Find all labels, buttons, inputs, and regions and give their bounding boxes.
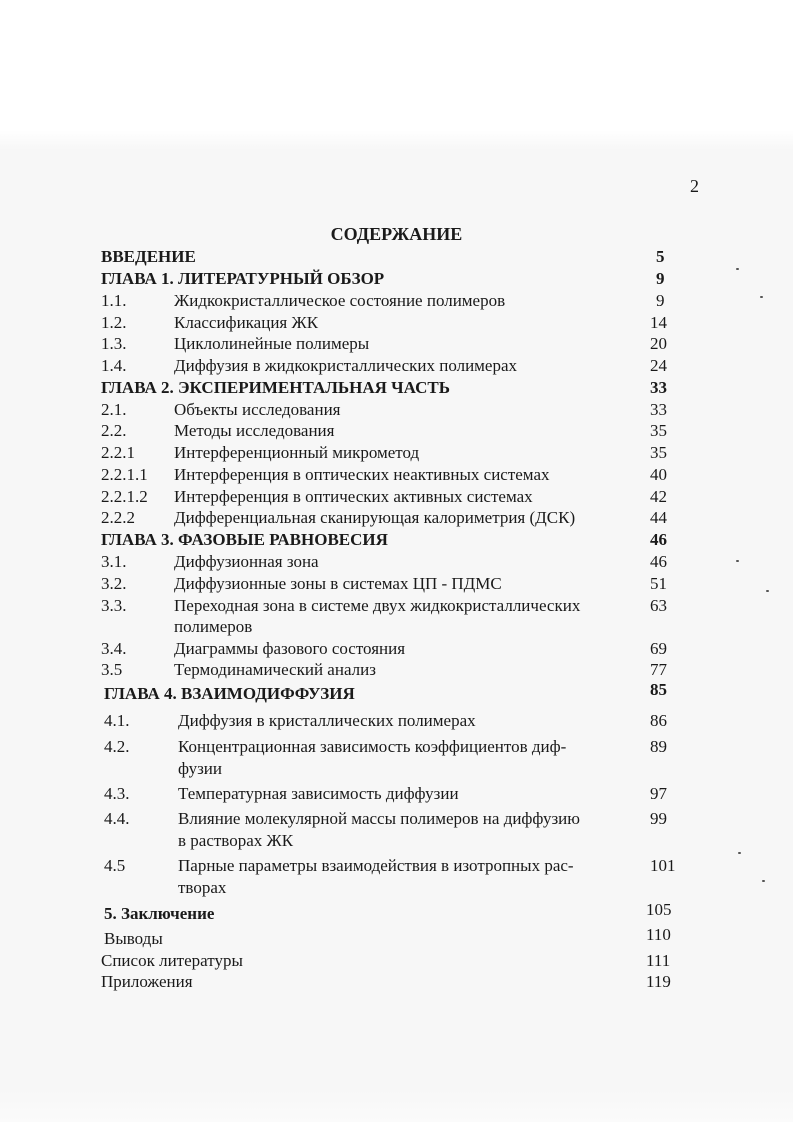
toc-entry-text: 5. Заключение <box>104 904 215 923</box>
toc-entry-number: 1.2. <box>101 313 127 332</box>
toc-entry-page: 105 <box>646 900 672 919</box>
scan-speck <box>738 852 741 854</box>
toc-entry-page: 119 <box>646 972 671 991</box>
toc-entry-page: 99 <box>650 809 667 828</box>
toc-entry-page: 51 <box>650 574 667 593</box>
toc-entry-page: 110 <box>646 925 671 944</box>
toc-entry-text-continued: полимеров <box>174 617 253 636</box>
toc-entry-text: Интерференционный микрометод <box>174 443 420 462</box>
toc-entry-number: 1.3. <box>101 334 127 353</box>
toc-entry-page: 20 <box>650 334 667 353</box>
toc-entry-page: 89 <box>650 737 667 756</box>
toc-entry-page: 97 <box>650 784 667 803</box>
toc-entry-text: Приложения <box>101 972 193 991</box>
toc-entry-number: 1.1. <box>101 291 127 310</box>
toc-entry <box>104 808 674 852</box>
toc-entry-number: 4.4. <box>104 809 130 828</box>
toc-entry-text: Методы исследования <box>174 421 335 440</box>
toc-entry-text-continued: в растворах ЖК <box>178 831 294 850</box>
scan-speck <box>736 560 739 562</box>
toc-entry-text: ВВЕДЕНИЕ <box>101 247 196 266</box>
toc-entry-number: 4.5 <box>104 856 126 875</box>
toc-entry-text: Интерференция в оптических неактивных системах <box>174 465 550 484</box>
toc-entry-number: 2.2.1.2 <box>101 487 148 506</box>
toc-entry-page: 101 <box>650 856 676 875</box>
toc-entry-number: 2.2.1.1 <box>101 465 148 484</box>
toc-entry-page: 33 <box>650 378 667 397</box>
toc-entry-page: 44 <box>650 508 667 527</box>
toc-entry-page: 5 <box>656 247 665 266</box>
scan-speck <box>762 880 765 882</box>
toc-entry-page: 9 <box>656 291 665 310</box>
toc-entry-page: 9 <box>656 269 665 288</box>
toc-entry-page: 111 <box>646 951 671 970</box>
toc-entry-page: 86 <box>650 711 667 730</box>
toc-entry-text: Влияние молекулярной массы полимеров на диффузию <box>178 809 580 828</box>
toc-entry-text: Классификация ЖК <box>174 313 319 332</box>
toc-entry-page: 35 <box>650 421 667 440</box>
toc-entry-number: 3.5 <box>101 660 123 679</box>
toc-entry-text-continued: творах <box>178 878 227 897</box>
toc-entry-number: 3.2. <box>101 574 127 593</box>
toc-entry-page: 77 <box>650 660 667 679</box>
toc-entry <box>104 736 674 780</box>
toc-entry-page: 14 <box>650 313 667 332</box>
toc-entry-text: Парные параметры взаимодействия в изотропных рас- <box>178 856 574 875</box>
toc-entry-text: Дифференциальная сканирующая калориметрия (ДСК) <box>174 508 576 527</box>
toc-entry-number: 2.2. <box>101 421 127 440</box>
toc-entry-text: Диффузия в жидкокристаллических полимерах <box>174 356 518 375</box>
toc-entry-number: 4.2. <box>104 737 130 756</box>
toc-entry-text: Температурная зависимость диффузии <box>178 784 459 803</box>
toc-entry <box>101 595 671 637</box>
toc-entry-number: 3.4. <box>101 639 127 658</box>
toc-entry-text: Жидкокристаллическое состояние полимеров <box>174 291 506 310</box>
toc-entry-number: 2.2.2 <box>101 508 135 527</box>
toc-entry-page: 24 <box>650 356 667 375</box>
toc-entry-text: Выводы <box>104 929 163 948</box>
toc-entry-text-continued: фузии <box>178 759 223 778</box>
toc-title: СОДЕРЖАНИЕ <box>330 224 463 244</box>
scan-speck <box>736 268 739 270</box>
toc-entry-page: 40 <box>650 465 667 484</box>
toc-entry-text: Объекты исследования <box>174 400 341 419</box>
toc-entry <box>104 855 674 899</box>
toc-entry-text: Диаграммы фазового состояния <box>174 639 406 658</box>
toc-entry-text: ГЛАВА 3. ФАЗОВЫЕ РАВНОВЕСИЯ <box>101 530 388 549</box>
toc-entry-number: 3.1. <box>101 552 127 571</box>
toc-entry-text: ГЛАВА 4. ВЗАИМОДИФФУЗИЯ <box>104 684 355 703</box>
toc-entry-page: 46 <box>650 552 667 571</box>
toc-entry-text: Диффузия в кристаллических полимерах <box>178 711 476 730</box>
toc-entry-page: 69 <box>650 639 667 658</box>
toc-entry-number: 1.4. <box>101 356 127 375</box>
toc-entry-page: 85 <box>650 680 667 699</box>
toc-entry-number: 2.1. <box>101 400 127 419</box>
scan-speck <box>760 296 763 298</box>
toc-entry-number: 4.1. <box>104 711 130 730</box>
toc-entry-page: 35 <box>650 443 667 462</box>
toc-entry-number: 4.3. <box>104 784 130 803</box>
toc-entry-text: Концентрационная зависимость коэффициентов диф- <box>178 737 567 756</box>
toc-entry-page: 46 <box>650 530 667 549</box>
toc-entry-text: Диффузионная зона <box>174 552 319 571</box>
scan-speck <box>766 590 769 592</box>
toc-entry-page: 42 <box>650 487 667 506</box>
toc-entry-number: 2.2.1 <box>101 443 135 462</box>
toc-entry-page: 63 <box>650 596 667 615</box>
toc-entry-text: Термодинамический анализ <box>174 660 376 679</box>
toc-entry-page: 33 <box>650 400 667 419</box>
toc-entry-number: 3.3. <box>101 596 127 615</box>
toc-entry-text: Диффузионные зоны в системах ЦП - ПДМС <box>174 574 502 593</box>
toc-entry-text: ГЛАВА 2. ЭКСПЕРИМЕНТАЛЬНАЯ ЧАСТЬ <box>101 378 450 397</box>
toc-entry-text: Список литературы <box>101 951 243 970</box>
toc-entry-text: Интерференция в оптических активных системах <box>174 487 533 506</box>
toc-entry-text: ГЛАВА 1. ЛИТЕРАТУРНЫЙ ОБЗОР <box>101 269 385 288</box>
toc-entry-text: Циклолинейные полимеры <box>174 334 370 353</box>
toc-entry-text: Переходная зона в системе двух жидкокристаллических <box>174 596 581 615</box>
page-number: 2 <box>690 176 699 196</box>
